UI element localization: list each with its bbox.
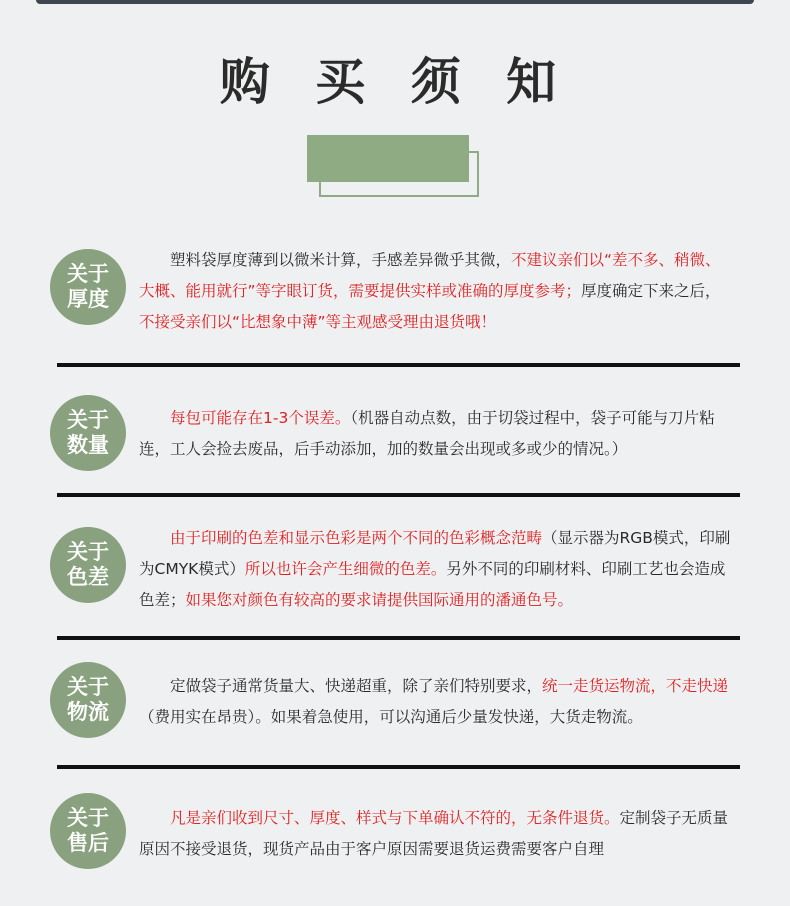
badge-thickness (50, 249, 126, 325)
title-decoration-outline (319, 151, 479, 197)
section-divider (57, 765, 740, 769)
badge-line-2: 色差 (67, 565, 109, 589)
badge-line-1: 关于 (67, 540, 109, 564)
text-segment-highlight: 不建议亲们以“差不多、稍微、大概、能用就行”等字眼订货，需要提供实样或准确的厚度参考； (139, 251, 721, 300)
text-segment-highlight: 所以也许会产生细微的色差。 (244, 560, 447, 578)
text-segment: 塑料袋厚度薄到以微米计算，手感差异微乎其微， (170, 251, 512, 269)
notice-thickness-text (139, 245, 735, 338)
badge-line-1: 关于 (67, 408, 109, 432)
badge-line-1: 关于 (67, 262, 109, 286)
badge-line-1: 关于 (67, 806, 109, 830)
badge-line-2: 物流 (67, 700, 109, 724)
badge-logistics (50, 662, 126, 738)
notice-quantity-text (139, 403, 735, 465)
text-segment: 另外不同的印刷材料、印刷工艺也会造成色差； (139, 560, 726, 609)
section-divider (57, 363, 740, 367)
notice-after-sales-text (139, 803, 735, 865)
text-segment: 定做袋子通常货量大、快递超重，除了亲们特别要求， (170, 677, 543, 695)
badge-after-sales (50, 793, 126, 869)
notice-logistics-text (139, 671, 735, 733)
page-title: 购 买 须 知 (219, 53, 571, 111)
section-divider (57, 493, 740, 497)
text-segment: （显示器为RGB模式，印刷为CMYK模式） (139, 529, 731, 578)
badge-color-difference (50, 527, 126, 603)
text-segment: （费用实在昂贵）。如果着急使用，可以沟通后少量发快递，大货走物流。 (139, 708, 643, 726)
text-segment-highlight: 如果您对颜色有较高的要求请提供国际通用的潘通色号。 (185, 591, 574, 609)
text-segment-highlight: 凡是亲们收到尺寸、厚度、样式与下单确认不符的，无条件退货。 (170, 809, 620, 827)
badge-line-1: 关于 (67, 675, 109, 699)
text-segment: 定制袋子无质量原因不接受退货，现货产品由于客户原因需要退货运费需要客户自理 (139, 809, 729, 858)
badge-line-2: 数量 (67, 433, 109, 457)
text-segment-highlight: 统一走货运物流，不走快递 (542, 677, 729, 695)
text-segment-highlight: 每包可能存在1-3个误差。 (170, 409, 351, 427)
badge-line-2: 厚度 (67, 287, 109, 311)
text-segment-highlight: 由于印刷的色差和显示色彩是两个不同的色彩概念范畴 (170, 529, 543, 547)
section-divider (57, 636, 740, 640)
text-segment-highlight: 不接受亲们以“比想象中薄”等主观感受理由退货哦！ (139, 313, 497, 331)
badge-quantity (50, 395, 126, 471)
top-strip (36, 0, 754, 4)
notice-color-text (139, 523, 735, 616)
badge-line-2: 售后 (67, 831, 109, 855)
text-segment: 厚度确定下来之后， (581, 282, 721, 300)
text-segment: （机器自动点数，由于切袋过程中，袋子可能与刀片粘连，工人会捡去废品，后手动添加，加的数量会出现或多或少的情况。） (139, 409, 715, 458)
